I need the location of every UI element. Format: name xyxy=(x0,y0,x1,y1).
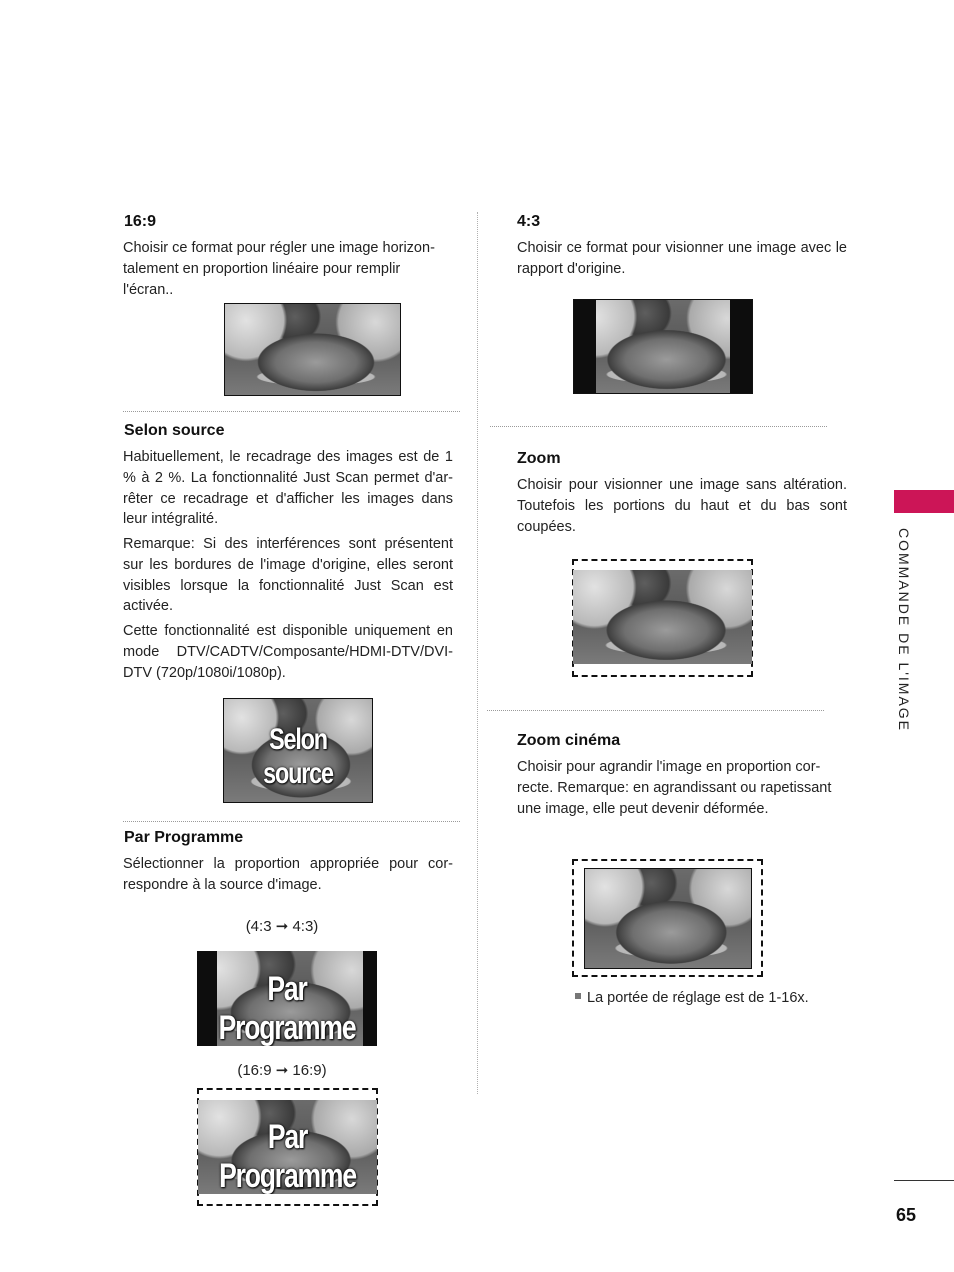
label-16-9-to-16-9: (16:9 ➞ 16:9) xyxy=(237,1062,327,1079)
image-4-3 xyxy=(573,299,753,394)
section-tab xyxy=(894,490,954,513)
heading-par-programme: Par Programme xyxy=(124,829,244,846)
overlay-par-programme-2: Par Programme xyxy=(219,1118,356,1194)
image-zoom xyxy=(573,570,752,664)
text-4-3: Choisir ce format pour visionner une image avec le rapport d'origine. xyxy=(517,240,847,277)
heading-selon-source: Selon source xyxy=(124,422,225,439)
divider xyxy=(123,411,460,412)
image-par-programme-16-9 xyxy=(198,1100,377,1194)
image-16-9 xyxy=(224,303,401,396)
text-par-programme: Sélectionner la proportion appropriée pour cor-respondre à la source d'image. xyxy=(123,856,453,893)
heading-zoom-cinema: Zoom cinéma xyxy=(517,732,621,749)
text-selon-source-2: Remarque: Si des interférences sont présentent sur les bordures de l'image d'origine, elles seront visibles lorsque la fonctionnalité Just Scan est activée. xyxy=(123,536,453,615)
page-number-rule xyxy=(894,1180,954,1181)
letterbox-left xyxy=(197,951,217,1046)
text-selon-source-3: Cette fonctionnalité est disponible uniquement en mode DTV/CADTV/Composante/HDMI-DTV/DVI-DTV (720p/1080i/1080p). xyxy=(123,623,453,681)
pillarbox-left xyxy=(574,300,596,393)
divider xyxy=(487,710,824,711)
text-zoom-cinema: Choisir pour agrandir l'image en proportion cor-recte. Remarque: en agrandissant ou rapetissant une image, elle peut devenir déformée. xyxy=(517,759,832,817)
pillarbox-right xyxy=(730,300,752,393)
column-divider xyxy=(477,212,478,1094)
overlay-par-programme-1: Par Programme xyxy=(218,970,356,1046)
image-selon-source xyxy=(223,698,373,803)
letterbox-right xyxy=(363,951,377,1046)
heading-zoom: Zoom xyxy=(517,450,561,467)
divider xyxy=(490,426,827,427)
text-16-9: Choisir ce format pour régler une image horizon- talement en proportion linéaire pour remplir l'écran.. xyxy=(123,240,435,298)
heading-16-9: 16:9 xyxy=(124,213,157,230)
page-number: 65 xyxy=(896,1205,917,1225)
image-zoom-cinema xyxy=(584,868,752,969)
label-4-3-to-4-3: (4:3 ➞ 4:3) xyxy=(245,918,319,935)
note-range: La portée de réglage est de 1-16x. xyxy=(575,990,809,1006)
image-par-programme-4-3 xyxy=(197,951,377,1046)
section-label: COMMANDE DE L'IMAGE xyxy=(896,528,912,733)
text-zoom: Choisir pour visionner une image sans altération. Toutefois les portions du haut et du bas sont coupées. xyxy=(517,477,847,535)
heading-4-3: 4:3 xyxy=(517,213,541,230)
bullet-icon xyxy=(575,993,581,999)
text-selon-source-1: Habituellement, le recadrage des images est de 1 % à 2 %. La fonctionnalité Just Scan permet d'ar-rêter ce recadrage et d'afficher les images dans leur intégralité. xyxy=(123,449,453,528)
overlay-selon-source: Selon source xyxy=(263,723,333,790)
divider xyxy=(123,821,460,822)
